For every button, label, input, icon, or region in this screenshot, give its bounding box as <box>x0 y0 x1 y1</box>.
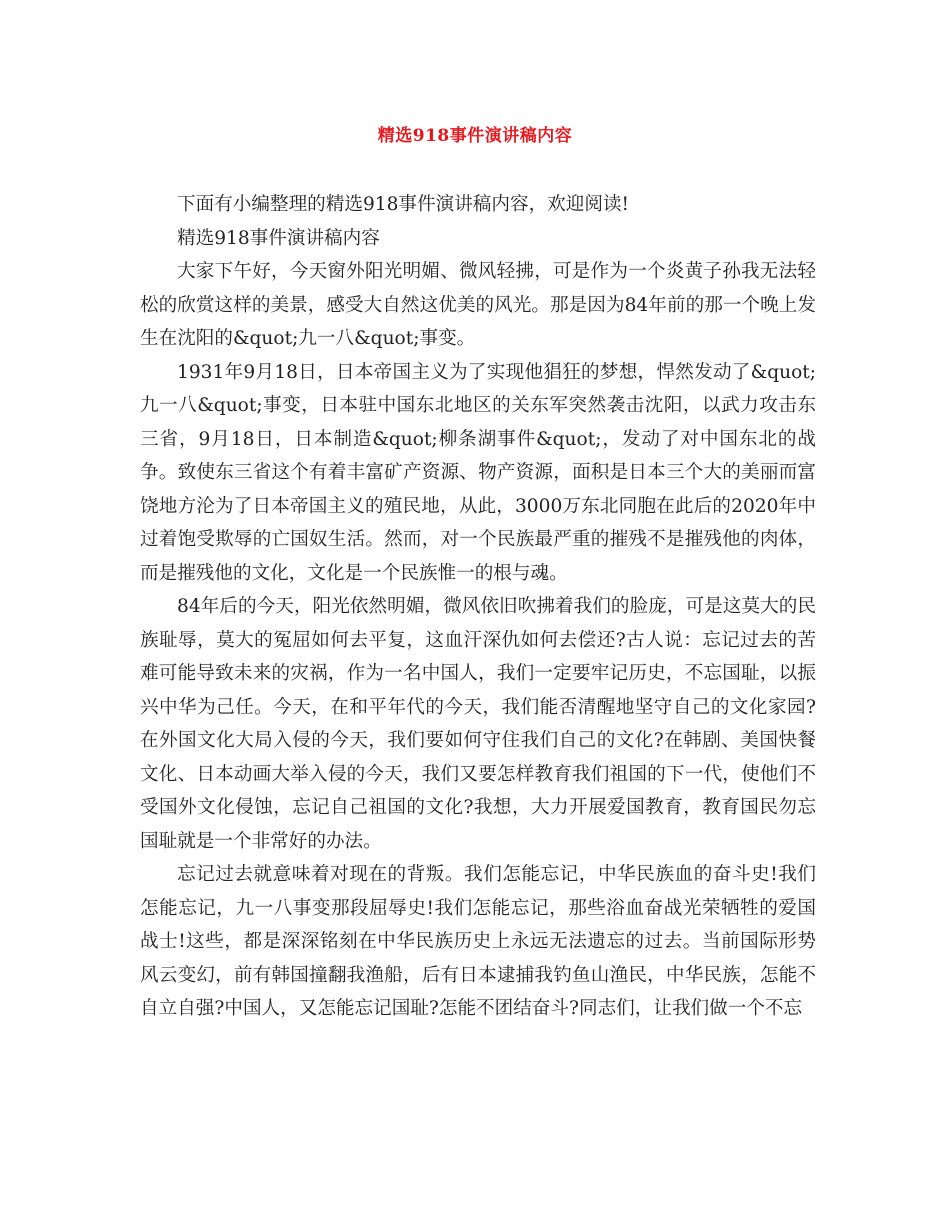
paragraph-intro: 下面有小编整理的精选918事件演讲稿内容，欢迎阅读! <box>177 194 630 215</box>
paragraph-greeting: 大家下午好，今天窗外阳光明媚、微风轻拂，可是作为一个炎黄子孙我无法轻松的欣赏这样的美景，感受大自然这优美的风光。那是因为84年前的那一个晚上发生在沈阳的&quot;九一八&quot;事变。 <box>140 261 816 349</box>
document-body <box>140 188 816 1026</box>
paragraph-remember: 忘记过去就意味着对现在的背叛。我们怎能忘记，中华民族血的奋斗史!我们怎能忘记，九一八事变那段屈辱史!我们怎能忘记，那些浴血奋战光荣牺牲的爱国战士!这些，都是深深铭刻在中华民族历史上永远无法遗忘的过去。当前国际形势风云变幻，前有韩国撞翻我渔船，后有日本逮捕我钓鱼山渔民，中华民族，怎能不自立自强?中国人，又怎能忘记国耻?怎能不团结奋斗?同志们，让我们做一个不忘 <box>140 864 816 1019</box>
document-title: 精选918事件演讲稿内容 <box>377 126 573 146</box>
paragraph-reflection: 84年后的今天，阳光依然明媚，微风依旧吹拂着我们的脸庞，可是这莫大的民族耻辱，莫大的冤屈如何去平复，这血汗深仇如何去偿还?古人说：忘记过去的苦难可能导致未来的灾祸，作为一名中国人，我们一定要牢记历史，不忘国耻，以振兴中华为己任。今天，在和平年代的今天，我们能否清醒地坚守自己的文化家园?在外国文化大局入侵的今天，我们要如何守住我们自己的文化?在韩剧、美国快餐文化、日本动画大举入侵的今天，我们又要怎样教育我们祖国的下一代，使他们不受国外文化侵蚀，忘记自己祖国的文化?我想，大力开展爱国教育，教育国民勿忘国耻就是一个非常好的办法。 <box>140 596 816 852</box>
paragraph-history: 1931年9月18日，日本帝国主义为了实现他猖狂的梦想，悍然发动了&quot;九一八&quot;事变，日本驻中国东北地区的关东军突然袭击沈阳，以武力攻击东三省，9月18日，日本制造&quot;柳条湖事件&quot;，发动了对中国东北的战争。致使东三省这个有着丰富矿产资源、物产资源，面积是日本三个大的美丽而富饶地方沦为了日本帝国主义的殖民地，从此，3000万东北同胞在此后的2020年中过着饱受欺辱的亡国奴生活。然而，对一个民族最严重的摧残不是摧残他的肉体，而是摧残他的文化，文化是一个民族惟一的根与魂。 <box>140 361 816 584</box>
paragraph-subtitle: 精选918事件演讲稿内容 <box>177 227 380 249</box>
